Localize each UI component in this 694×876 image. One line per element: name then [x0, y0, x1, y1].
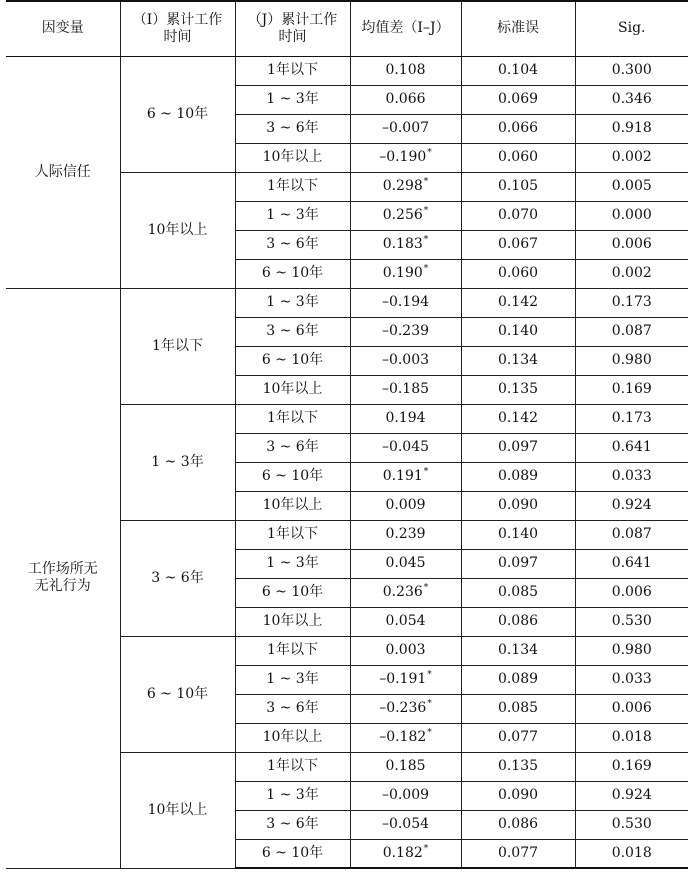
j-work-time-cell: 10年以上 [235, 375, 350, 404]
j-work-time-cell: 1年以下 [235, 752, 350, 781]
dependent-variable-cell [6, 288, 120, 868]
header-standard-error: 标准误 [461, 1, 575, 56]
significance-cell: 0.530 [575, 810, 688, 839]
j-work-time-cell: 1年以下 [235, 520, 350, 549]
mean-difference-cell [350, 346, 461, 375]
standard-error-cell: 0.085 [461, 578, 575, 607]
mean-difference-value: 0.298 [382, 178, 423, 194]
significance-cell: 0.918 [575, 114, 688, 143]
significance-cell: 0.033 [575, 462, 688, 491]
significance-cell: 0.641 [575, 549, 688, 578]
mean-difference-value: 0.236 [382, 584, 423, 600]
significance-marker: * [427, 728, 432, 739]
standard-error-cell: 0.097 [461, 433, 575, 462]
mean-difference-cell [350, 781, 461, 810]
j-work-time-cell: 3 ~ 6年 [235, 694, 350, 723]
header-i-line2: 时间 [163, 28, 192, 45]
significance-cell: 0.924 [575, 781, 688, 810]
standard-error-cell: 0.142 [461, 404, 575, 433]
j-work-time-cell: 1 ~ 3年 [235, 665, 350, 694]
significance-cell: 0.006 [575, 230, 688, 259]
significance-marker: * [423, 264, 429, 275]
j-work-time-cell: 1 ~ 3年 [235, 549, 350, 578]
mean-difference-value: 0.108 [385, 62, 426, 78]
header-significance: Sig. [575, 1, 688, 56]
multiple-comparisons-table [6, 0, 688, 869]
header-row [6, 1, 688, 56]
significance-cell: 0.169 [575, 375, 688, 404]
j-work-time-cell: 1 ~ 3年 [235, 781, 350, 810]
significance-marker: * [423, 583, 429, 594]
significance-cell: 0.300 [575, 56, 688, 85]
mean-difference-cell [350, 694, 461, 723]
i-work-time-cell: 10年以上 [120, 172, 235, 288]
significance-cell: 0.000 [575, 201, 688, 230]
mean-difference-cell [350, 85, 461, 114]
mean-difference-cell [350, 636, 461, 665]
dependent-variable-cell: 人际信任 [6, 56, 120, 288]
mean-difference-value: –0.236 [379, 700, 427, 716]
j-work-time-cell: 1年以下 [235, 636, 350, 665]
mean-difference-value: –0.185 [381, 381, 430, 397]
header-mean-difference: 均值差（I–J） [350, 1, 461, 56]
j-work-time-cell: 3 ~ 6年 [235, 230, 350, 259]
mean-difference-cell [350, 201, 461, 230]
significance-cell: 0.173 [575, 288, 688, 317]
j-work-time-cell: 1年以下 [235, 56, 350, 85]
mean-difference-value: –0.190 [379, 149, 427, 165]
mean-difference-cell [350, 607, 461, 636]
mean-difference-cell [350, 404, 461, 433]
j-work-time-cell: 3 ~ 6年 [235, 317, 350, 346]
standard-error-cell: 0.097 [461, 549, 575, 578]
significance-cell: 0.087 [575, 317, 688, 346]
i-work-time-cell: 3 ~ 6年 [120, 520, 235, 636]
standard-error-cell: 0.135 [461, 752, 575, 781]
standard-error-cell: 0.060 [461, 143, 575, 172]
mean-difference-value: –0.182 [379, 729, 427, 745]
standard-error-cell: 0.089 [461, 665, 575, 694]
standard-error-cell: 0.105 [461, 172, 575, 201]
standard-error-cell: 0.089 [461, 462, 575, 491]
mean-difference-cell [350, 317, 461, 346]
table-header [6, 1, 688, 56]
j-work-time-cell: 1年以下 [235, 404, 350, 433]
j-work-time-cell: 3 ~ 6年 [235, 114, 350, 143]
mean-difference-cell [350, 433, 461, 462]
mean-difference-value: 0.003 [385, 642, 426, 658]
significance-cell: 0.002 [575, 143, 688, 172]
mean-difference-value: 0.191 [382, 468, 423, 484]
j-work-time-cell: 6 ~ 10年 [235, 346, 350, 375]
dependent-variable-line2: 无礼行为 [34, 578, 91, 594]
standard-error-cell: 0.086 [461, 810, 575, 839]
mean-difference-cell [350, 462, 461, 491]
significance-marker: * [423, 177, 429, 188]
significance-cell: 0.641 [575, 433, 688, 462]
significance-marker: * [427, 148, 432, 159]
standard-error-cell: 0.090 [461, 491, 575, 520]
j-work-time-cell: 10年以上 [235, 607, 350, 636]
mean-difference-value: 0.190 [382, 265, 423, 281]
mean-difference-cell [350, 839, 461, 868]
significance-cell: 0.018 [575, 839, 688, 868]
significance-cell: 0.002 [575, 259, 688, 288]
mean-difference-cell [350, 288, 461, 317]
j-work-time-cell: 10年以上 [235, 143, 350, 172]
header-j-work-time [235, 1, 350, 56]
mean-difference-cell [350, 491, 461, 520]
j-work-time-cell: 10年以上 [235, 723, 350, 752]
significance-cell: 0.006 [575, 578, 688, 607]
j-work-time-cell: 6 ~ 10年 [235, 462, 350, 491]
significance-cell: 0.346 [575, 85, 688, 114]
header-dependent-variable: 因变量 [6, 1, 120, 56]
table-body [6, 56, 688, 868]
significance-marker: * [427, 670, 432, 681]
significance-cell: 0.006 [575, 694, 688, 723]
comparison-table-container [6, 0, 688, 869]
standard-error-cell: 0.140 [461, 317, 575, 346]
dependent-variable-line1: 工作场所无 [27, 561, 98, 577]
i-work-time-cell: 1年以下 [120, 288, 235, 404]
j-work-time-cell: 3 ~ 6年 [235, 810, 350, 839]
mean-difference-value: 0.256 [382, 207, 423, 223]
significance-cell: 0.169 [575, 752, 688, 781]
mean-difference-cell [350, 143, 461, 172]
j-work-time-cell: 3 ~ 6年 [235, 433, 350, 462]
significance-marker: * [423, 467, 429, 478]
mean-difference-value: –0.003 [381, 352, 430, 368]
significance-marker: * [423, 206, 429, 217]
significance-marker: * [423, 844, 429, 855]
table-row [6, 56, 688, 85]
standard-error-cell: 0.070 [461, 201, 575, 230]
significance-marker: * [427, 699, 432, 710]
mean-difference-value: 0.182 [382, 844, 423, 861]
mean-difference-value: –0.054 [381, 816, 430, 832]
significance-cell: 0.924 [575, 491, 688, 520]
standard-error-cell: 0.077 [461, 723, 575, 752]
mean-difference-value: –0.007 [381, 120, 430, 136]
standard-error-cell: 0.134 [461, 636, 575, 665]
mean-difference-value: 0.194 [385, 410, 426, 426]
mean-difference-value: 0.054 [385, 613, 426, 629]
significance-cell: 0.173 [575, 404, 688, 433]
mean-difference-cell [350, 520, 461, 549]
j-work-time-cell: 6 ~ 10年 [235, 578, 350, 607]
mean-difference-value: 0.066 [385, 91, 426, 107]
j-work-time-cell: 6 ~ 10年 [235, 839, 350, 868]
standard-error-cell: 0.085 [461, 694, 575, 723]
mean-difference-value: –0.191 [379, 671, 427, 687]
mean-difference-cell [350, 230, 461, 259]
i-work-time-cell: 1 ~ 3年 [120, 404, 235, 520]
table-row [6, 288, 688, 317]
standard-error-cell: 0.142 [461, 288, 575, 317]
mean-difference-cell [350, 56, 461, 85]
standard-error-cell: 0.135 [461, 375, 575, 404]
standard-error-cell: 0.090 [461, 781, 575, 810]
significance-cell: 0.087 [575, 520, 688, 549]
header-j-line1: （J）累计工作 [247, 11, 338, 28]
standard-error-cell: 0.134 [461, 346, 575, 375]
standard-error-cell: 0.077 [461, 839, 575, 868]
significance-cell: 0.530 [575, 607, 688, 636]
header-i-work-time [120, 1, 235, 56]
j-work-time-cell: 1 ~ 3年 [235, 201, 350, 230]
mean-difference-cell [350, 810, 461, 839]
mean-difference-cell [350, 665, 461, 694]
mean-difference-cell [350, 172, 461, 201]
mean-difference-value: 0.045 [385, 555, 426, 571]
standard-error-cell: 0.104 [461, 56, 575, 85]
mean-difference-cell [350, 752, 461, 781]
header-i-line1: （I）累计工作 [132, 11, 223, 28]
header-j-line2: 时间 [278, 28, 307, 45]
significance-cell: 0.980 [575, 346, 688, 375]
mean-difference-cell [350, 578, 461, 607]
mean-difference-cell [350, 549, 461, 578]
standard-error-cell: 0.069 [461, 85, 575, 114]
mean-difference-value: 0.009 [385, 497, 426, 513]
standard-error-cell: 0.066 [461, 114, 575, 143]
mean-difference-value: –0.194 [381, 294, 430, 310]
significance-cell: 0.980 [575, 636, 688, 665]
mean-difference-value: 0.239 [385, 526, 426, 542]
i-work-time-cell: 6 ~ 10年 [120, 636, 235, 752]
significance-cell: 0.018 [575, 723, 688, 752]
mean-difference-value: –0.239 [381, 323, 430, 339]
j-work-time-cell: 1年以下 [235, 172, 350, 201]
mean-difference-value: –0.045 [381, 439, 430, 455]
mean-difference-cell [350, 723, 461, 752]
mean-difference-value: –0.009 [381, 787, 430, 803]
j-work-time-cell: 1 ~ 3年 [235, 288, 350, 317]
significance-cell: 0.033 [575, 665, 688, 694]
mean-difference-cell [350, 114, 461, 143]
j-work-time-cell: 10年以上 [235, 491, 350, 520]
mean-difference-cell [350, 375, 461, 404]
j-work-time-cell: 1 ~ 3年 [235, 85, 350, 114]
i-work-time-cell: 10年以上 [120, 752, 235, 868]
standard-error-cell: 0.067 [461, 230, 575, 259]
mean-difference-cell [350, 259, 461, 288]
standard-error-cell: 0.086 [461, 607, 575, 636]
significance-cell: 0.005 [575, 172, 688, 201]
significance-marker: * [423, 235, 429, 246]
j-work-time-cell: 6 ~ 10年 [235, 259, 350, 288]
standard-error-cell: 0.060 [461, 259, 575, 288]
standard-error-cell: 0.140 [461, 520, 575, 549]
mean-difference-value: 0.185 [385, 758, 426, 774]
i-work-time-cell: 6 ~ 10年 [120, 56, 235, 172]
mean-difference-value: 0.183 [382, 236, 423, 252]
